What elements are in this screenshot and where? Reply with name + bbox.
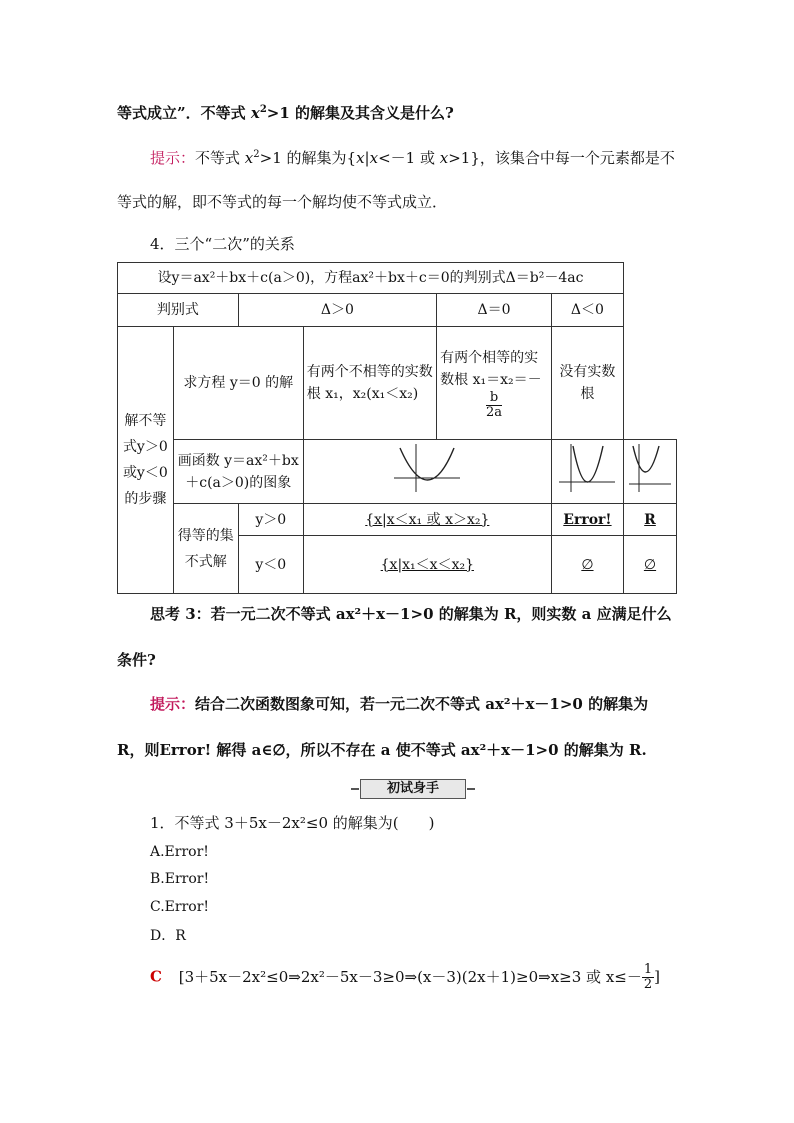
gt-double-root: Error!: [551, 504, 623, 536]
section-heading: 4．三个“二次”的关系: [150, 235, 295, 253]
text: x: [356, 149, 365, 167]
two-roots: 有两个不相等的实数根 x₁，x₂(x₁＜x₂): [303, 327, 436, 440]
text: 有两个相等的实数根 x₁＝x₂＝－: [440, 349, 542, 388]
text: x: [369, 149, 379, 167]
graph-two-roots: [303, 440, 551, 504]
step-solution: 得等的集不式解: [173, 504, 238, 594]
graph-double-root: [551, 440, 623, 504]
disc-positive: Δ＞0: [238, 294, 436, 327]
disc-negative: Δ＜0: [551, 294, 623, 327]
fraction: [642, 963, 654, 992]
text: |: [364, 149, 370, 167]
side-label: 解不等式y＞0或y＜0的步骤: [118, 327, 174, 594]
hint-continuation: R，则Error! 解得 a∈∅，所以不存在 a 使不等式 ax²＋x－1>0 的解集为 R.: [117, 741, 647, 759]
think-question-cont: 条件?: [117, 651, 156, 669]
double-root: [437, 327, 552, 440]
solution-line: C [3＋5x－2x²≤0⇒2x²－5x－3≥0⇒(x－3)(2x＋1)≥0⇒x≥3 或 x≤－ $\frac{1}{2}$ ]: [150, 962, 660, 992]
denominator: 2: [643, 977, 653, 992]
text: x: [439, 149, 449, 167]
denominator: 2a: [485, 404, 503, 420]
option-c: C.Error!: [150, 899, 210, 915]
hint-label: 提示：: [150, 695, 196, 713]
text: >1 的解集为{: [259, 149, 357, 167]
numerator: 1: [643, 962, 653, 977]
text: 2: [259, 104, 267, 115]
option-d: D．R: [150, 928, 186, 944]
step-graph: 画函数 y＝ax²＋bx＋c(a＞0)的图象: [173, 440, 303, 504]
lt-double-root: ∅: [551, 536, 623, 594]
text: 等式成立”．不等式: [117, 104, 251, 122]
text: 2: [253, 149, 260, 160]
question-1: 1．不等式 3＋5x－2x²≤0 的解集为( ): [150, 814, 435, 832]
relation-table: [117, 262, 677, 594]
disc-zero: Δ＝0: [437, 294, 552, 327]
hint-continuation: 等式的解，即不等式的每一个解均使不等式成立．: [117, 193, 448, 211]
parabola-graph: [627, 442, 673, 494]
text: 不等式: [195, 149, 245, 167]
text: x: [250, 104, 260, 122]
option-a: A.Error!: [150, 844, 209, 860]
text: >1 的解集及其含义是什么?: [266, 104, 454, 122]
solution-text: [3＋5x－2x²≤0⇒2x²－5x－3≥0⇒(x－3)(2x＋1)≥0⇒x≥3 或 x≤－: [178, 967, 642, 986]
fraction: [486, 391, 502, 420]
text: <－1 或: [378, 149, 440, 167]
paragraph-line: [117, 103, 454, 123]
numerator: b: [486, 391, 502, 406]
text: 结合二次函数图象可知，若一元二次不等式 ax²＋x－1>0 的解集为: [195, 695, 649, 713]
think-question: 思考 3：若一元二次不等式 ax²＋x－1>0 的解集为 R，则实数 a 应满足什么: [150, 605, 672, 623]
option-b: B.Error!: [150, 871, 210, 887]
hint-line: [150, 148, 675, 168]
answer-letter: C: [150, 967, 162, 986]
table-header: 设y＝ax²＋bx＋c(a＞0)，方程ax²＋bx＋c＝0的判别式Δ＝b²－4ac: [118, 263, 624, 294]
gt-label: y＞0: [238, 504, 303, 536]
text: >1}，该集合中每一个元素都是不: [448, 149, 675, 167]
graph-no-roots: [624, 440, 677, 504]
disc-label: 判别式: [118, 294, 239, 327]
parabola-graph: [557, 442, 617, 494]
gt-two-roots: {x|x＜x₁ 或 x＞x₂}: [303, 504, 551, 536]
step-solve: 求方程 y＝0 的解: [173, 327, 303, 440]
gt-no-roots: R: [624, 504, 677, 536]
hint-label: 提示：: [150, 149, 196, 167]
lt-label: y＜0: [238, 536, 303, 594]
hint-line: [150, 694, 648, 714]
lt-two-roots: {x|x₁＜x＜x₂}: [303, 536, 551, 594]
parabola-graph: [392, 442, 462, 494]
no-roots: 没有实数根: [551, 327, 623, 440]
lt-no-roots: ∅: [624, 536, 677, 594]
section-badge: 初试身手: [360, 779, 466, 799]
text: x: [244, 149, 254, 167]
